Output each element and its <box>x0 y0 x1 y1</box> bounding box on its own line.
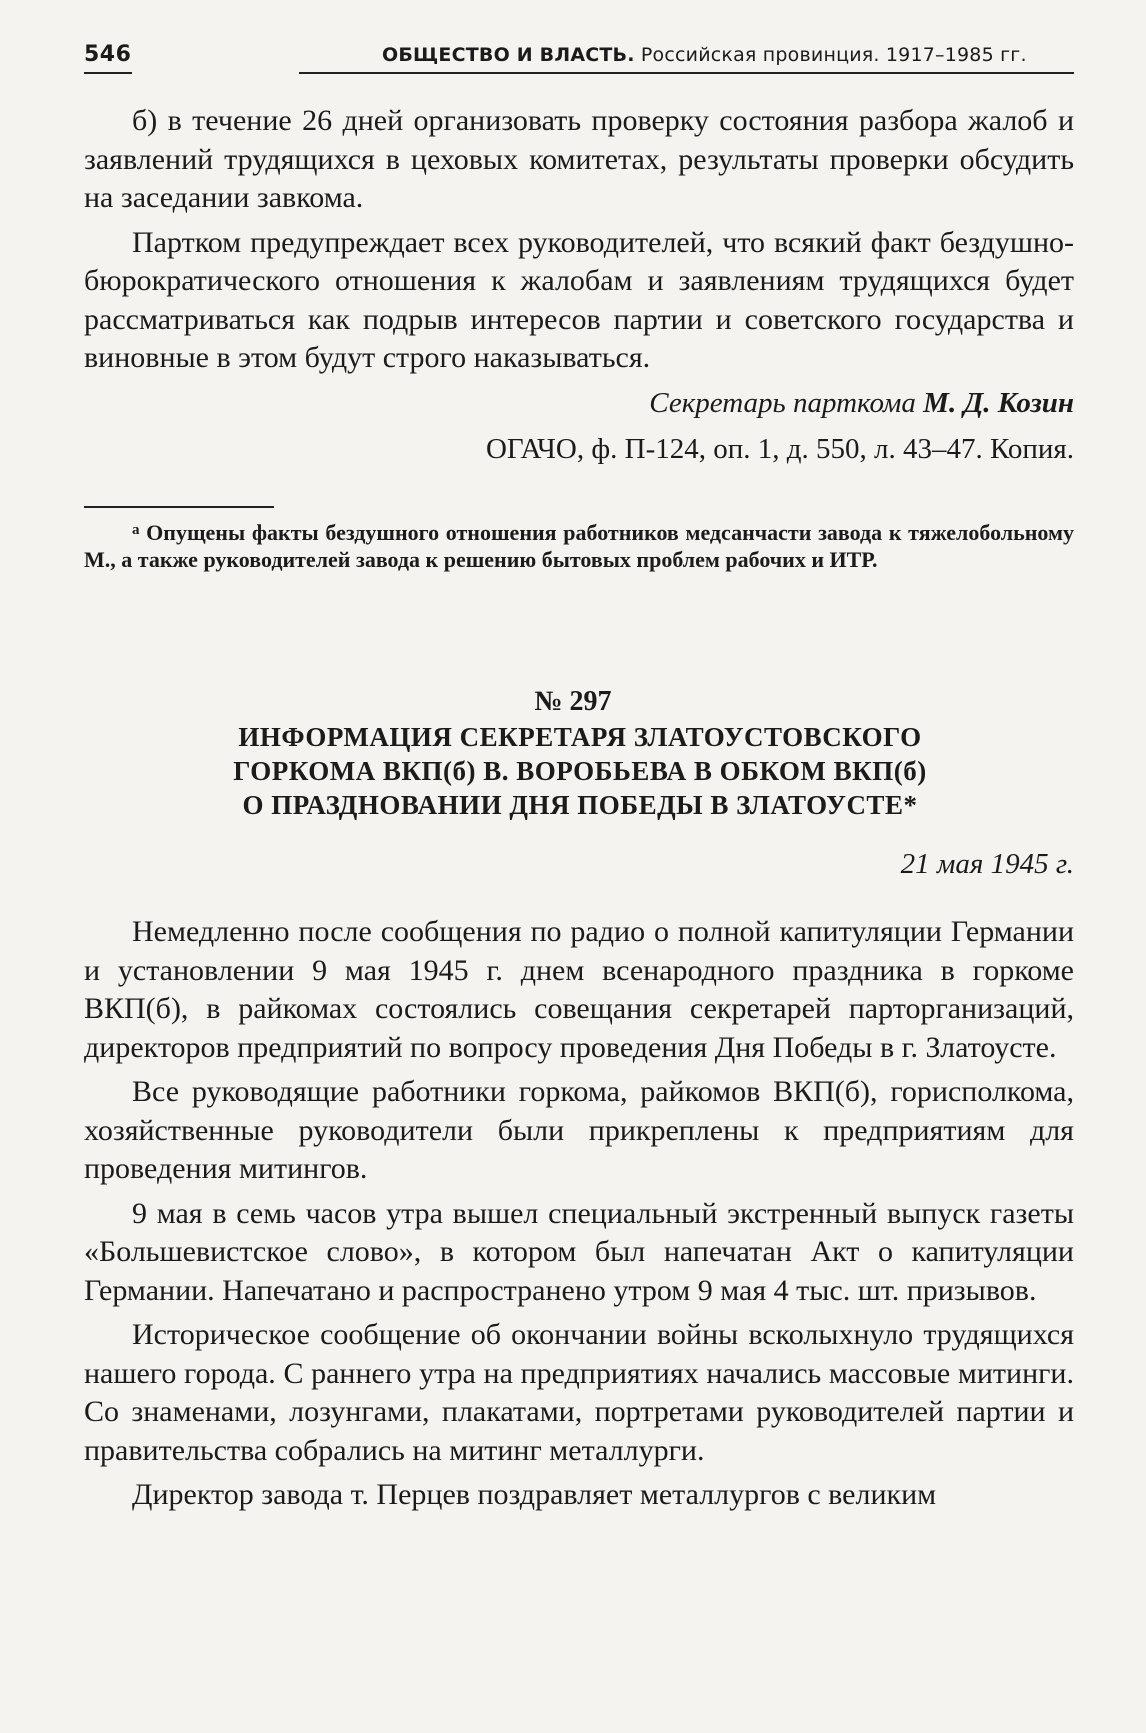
signature <box>84 384 1074 422</box>
running-title-bold: ОБЩЕСТВО И ВЛАСТЬ. <box>382 44 635 66</box>
document-body <box>84 913 1074 1515</box>
running-title <box>382 44 1027 66</box>
body-paragraph-2: Все руководящие работники горкома, райкомов ВКП(б), горисполкома, хозяйственные руководители были прикреплены к предприятиям для проведения митингов. <box>84 1075 1074 1185</box>
footnote-rule <box>84 506 274 508</box>
document-title-line-2: ГОРКОМА ВКП(б) В. ВОРОБЬЕВА В ОБКОМ ВКП(б) <box>233 756 927 786</box>
body-paragraph-4: Историческое сообщение об окончании войны всколыхнуло трудящихся нашего города. С раннего утра на предприятиях начались массовые митинги. Со знаменами, лозунгами, плакатами, портретами руководителей партии и правительства собрались на митинг металлурги. <box>84 1318 1074 1467</box>
signature-name: М. Д. Козин <box>923 386 1074 419</box>
footnote-text: Опущены факты бездушного отношения работников медсанчасти завода к тяжелобольному М., а также руководителей завода к решению бытовых проблем рабочих и ИТР. <box>84 520 1074 572</box>
body-paragraph-3: 9 мая в семь часов утра вышел специальный экстренный выпуск газеты «Большевистское слово», в котором был напечатан Акт о капитуляции Германии. Напечатано и распространено утром 9 мая 4 тыс. шт. призывов. <box>84 1196 1074 1307</box>
body-paragraph-1: Немедленно после сообщения по радио о полной капитуляции Германии и установлении 9 мая 1945 г. днем всенародного праздника в горкоме ВКП(б), в райкомах состоялись совещания секретарей парторганизаций, директоров предприятий по вопросу проведения Дня Победы в г. Златоусте. <box>84 915 1074 1064</box>
top-text-block <box>84 102 1074 468</box>
item-b-paragraph: б) в течение 26 дней организовать проверку состояния разбора жалоб и заявлений трудящихся в цеховых комитетах, результаты проверки обсудить на заседании завкома. <box>84 104 1074 214</box>
running-header <box>84 42 1074 76</box>
page-number: 546 <box>84 42 132 67</box>
running-title-rule <box>299 72 1074 74</box>
signature-role: Секретарь парткома <box>649 386 916 419</box>
document-title-line-3: О ПРАЗДНОВАНИИ ДНЯ ПОБЕДЫ В ЗЛАТОУСТЕ* <box>242 790 918 820</box>
document-title <box>140 720 1020 822</box>
footnote-marker: а <box>132 522 140 538</box>
running-title-rest: Российская провинция. 1917–1985 гг. <box>634 44 1027 66</box>
warning-paragraph: Партком предупреждает всех руководителей, что всякий факт бездушно-бюрократического отношения к жалобам и заявлениям трудящихся будет рассматриваться как подрыв интересов партии и советского государства и виновные в этом будут строго наказываться. <box>84 225 1074 374</box>
document-number: № 297 <box>534 686 612 717</box>
footnote <box>84 517 1074 573</box>
body-paragraph-5: Директор завода т. Перцев поздравляет металлургов с великим <box>132 1478 937 1511</box>
archive-source: ОГАЧО, ф. П-124, оп. 1, д. 550, л. 43–47. Копия. <box>485 432 1074 465</box>
document-title-line-1: ИНФОРМАЦИЯ СЕКРЕТАРЯ ЗЛАТОУСТОВСКОГО <box>238 722 922 752</box>
page-number-rule <box>84 72 132 74</box>
document-date: 21 мая 1945 г. <box>900 848 1074 880</box>
